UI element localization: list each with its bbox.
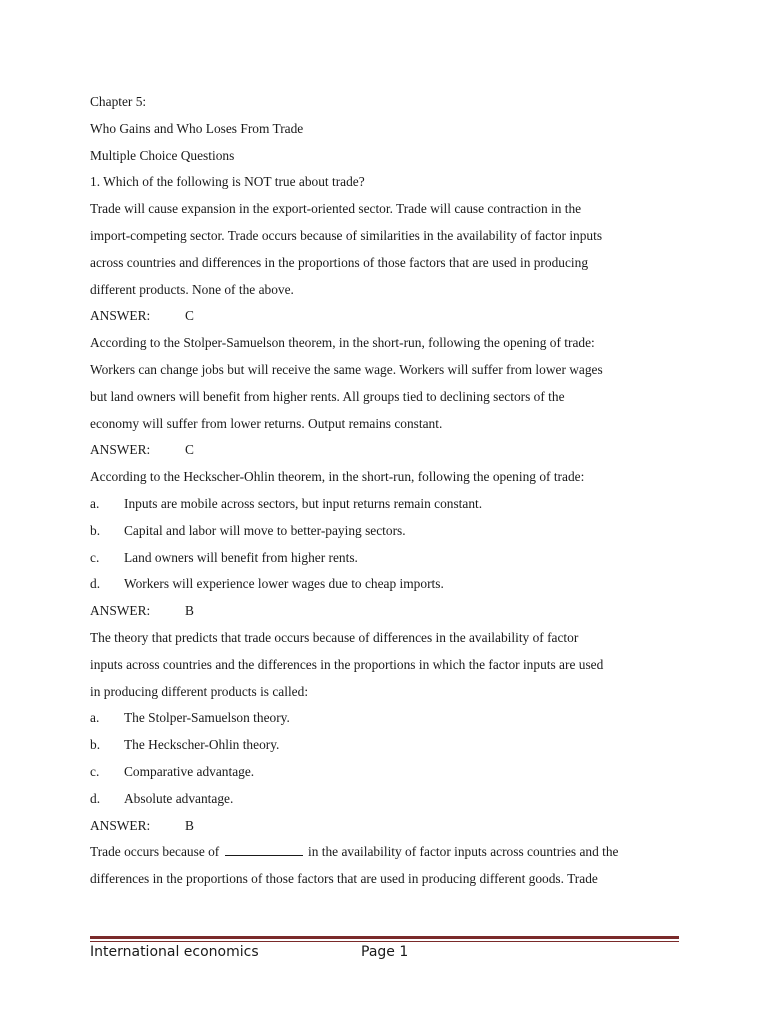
question-2-body-line: economy will suffer from lower returns. Output remains constant. (90, 415, 443, 431)
answer-label: ANSWER: (90, 817, 151, 833)
document-body (90, 89, 690, 893)
question-4-option-c (90, 759, 690, 786)
option-letter: c. (90, 549, 100, 565)
option-text: Workers will experience lower wages due to cheap imports. (124, 576, 444, 592)
question-4-stem-line: The theory that predicts that trade occurs because of differences in the availability of factor (90, 629, 579, 645)
question-2-body-line: but land owners will benefit from higher rents. All groups tied to declining sectors of the (90, 388, 565, 404)
answer-label: ANSWER: (90, 442, 151, 458)
option-letter: d. (90, 576, 101, 592)
option-text: Land owners will benefit from higher rents. (124, 549, 358, 565)
question-3-answer (90, 598, 690, 625)
option-text: Comparative advantage. (124, 763, 255, 779)
option-text: Inputs are mobile across sectors, but input returns remain constant. (124, 495, 483, 511)
question-3-option-a (90, 491, 690, 518)
question-3-option-c (90, 545, 690, 572)
question-4-stem-line: inputs across countries and the differences in the proportions in which the factor inputs are used (90, 656, 604, 672)
answer-value: B (185, 817, 194, 833)
question-1-body-line: import-competing sector. Trade occurs because of similarities in the availability of factor inputs (90, 227, 603, 243)
option-letter: a. (90, 495, 100, 511)
question-4-option-a (90, 705, 690, 732)
question-4-option-d (90, 786, 690, 813)
option-letter: d. (90, 790, 101, 806)
question-5-stem-line (90, 839, 690, 866)
question-4-stem-line: in producing different products is called: (90, 683, 309, 699)
footer-title: International economics (90, 944, 259, 960)
question-5-stem-line: differences in the proportions of those factors that are used in producing different goods. Trade (90, 871, 598, 887)
question-3-stem: According to the Heckscher-Ohlin theorem, in the short-run, following the opening of trade: (90, 469, 585, 485)
question-1-body-line: across countries and differences in the proportions of those factors that are used in producing (90, 254, 589, 270)
answer-value: B (185, 603, 194, 619)
option-text: Absolute advantage. (124, 790, 234, 806)
answer-label: ANSWER: (90, 603, 151, 619)
option-text: The Heckscher-Ohlin theory. (124, 737, 280, 753)
chapter-title: Who Gains and Who Loses From Trade (90, 120, 304, 136)
option-letter: a. (90, 710, 100, 726)
question-1-body-line: different products. None of the above. (90, 281, 294, 297)
answer-label: ANSWER: (90, 308, 151, 324)
question-3-option-d (90, 571, 690, 598)
question-2-body-line: Workers can change jobs but will receive the same wage. Workers will suffer from lower wages (90, 361, 603, 377)
option-text: Capital and labor will move to better-paying sectors. (124, 522, 406, 538)
option-letter: b. (90, 522, 101, 538)
option-letter: b. (90, 737, 101, 753)
footer-divider (90, 936, 679, 939)
question-2-answer (90, 437, 690, 464)
stem-before-blank: Trade occurs because of (90, 844, 220, 860)
question-1-answer (90, 303, 690, 330)
answer-value: C (185, 308, 194, 324)
chapter-label: Chapter 5: (90, 94, 147, 109)
section-subtitle: Multiple Choice Questions (90, 147, 235, 163)
question-1-stem: 1. Which of the following is NOT true about trade? (90, 174, 365, 190)
question-4-option-b (90, 732, 690, 759)
question-4-answer (90, 813, 690, 840)
question-3-option-b (90, 518, 690, 545)
question-1-body-line: Trade will cause expansion in the export-oriented sector. Trade will cause contraction in the (90, 201, 582, 217)
question-2-body-line: According to the Stolper-Samuelson theorem, in the short-run, following the opening of trade: (90, 335, 595, 351)
page-number: Page 1 (361, 944, 409, 960)
fill-in-blank (225, 843, 303, 856)
answer-value: C (185, 442, 194, 458)
stem-after-blank: in the availability of factor inputs across countries and the (308, 844, 619, 860)
option-letter: c. (90, 763, 100, 779)
option-text: The Stolper-Samuelson theory. (124, 710, 290, 726)
